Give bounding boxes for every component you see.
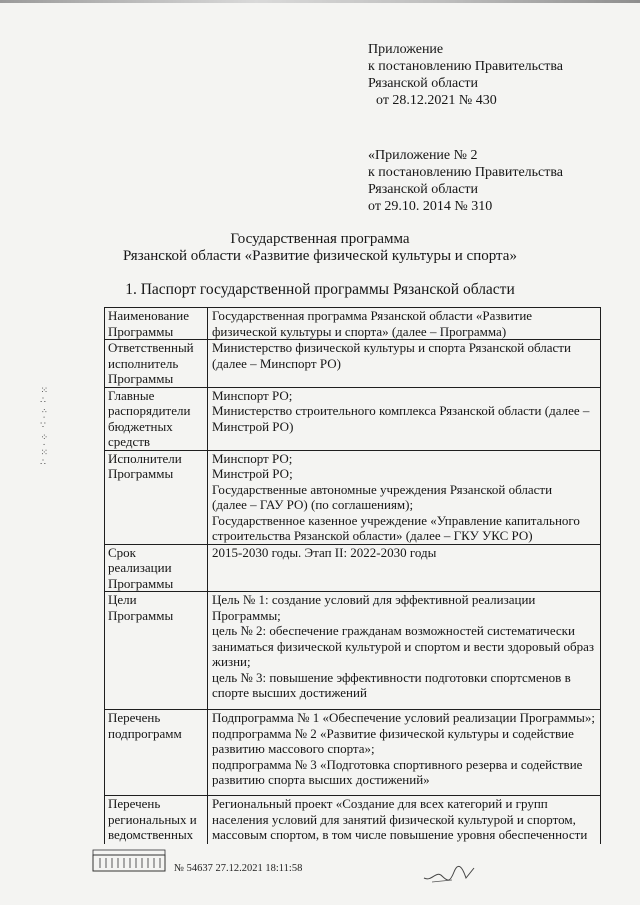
appendix-date-number: от 29.10. 2014 № 310 — [368, 199, 493, 214]
row-label-line: ведомственных — [108, 827, 194, 842]
row-value-line: массовым спортом, в том числе повышение уровня обеспеченности — [212, 827, 588, 842]
row-label-line: реализации — [108, 560, 172, 575]
row-value-line: (далее – ГАУ РО) (по соглашениям); — [212, 497, 414, 512]
scan-edge — [0, 0, 640, 3]
document-title-line2: Рязанской области «Развитие физической культуры и спорта» — [123, 248, 517, 264]
row-value-line: развитию спорта высших достижений» — [212, 772, 430, 787]
row-label-line: распорядители — [108, 403, 191, 418]
row-value-line: Минстрой РО; — [212, 466, 293, 481]
row-value-cell — [208, 308, 601, 340]
row-value-line: цель № 3: повышение эффективности подготовки спортсменов в — [212, 669, 571, 685]
row-label-line: Цели — [108, 592, 137, 607]
row-label-line: подпрограмм — [108, 725, 182, 741]
row-value-line: развитию массового спорта»; — [212, 741, 375, 756]
row-label-cell — [105, 592, 208, 710]
row-label-cell — [105, 796, 208, 844]
table-row — [105, 450, 601, 544]
row-value-cell — [208, 544, 601, 592]
table-row — [105, 544, 601, 592]
row-label-line: Программы — [108, 466, 174, 481]
appendix-line: к постановлению Правительства — [368, 165, 564, 180]
passport-table — [104, 307, 601, 844]
row-label-line: Главные — [108, 387, 155, 403]
appendix-header-original — [368, 147, 563, 215]
row-value-line: Минстрой РО) — [212, 418, 294, 434]
table-row — [105, 796, 601, 844]
row-label-line: Программы — [108, 323, 174, 339]
row-label-line: исполнитель — [108, 355, 179, 371]
signature-icon — [422, 862, 476, 886]
appendix-line: «Приложение № 2 — [368, 148, 478, 163]
row-value-line: Государственная программа Рязанской области «Развитие — [212, 308, 533, 323]
row-label-line: Перечень — [108, 710, 161, 725]
row-value-line: Программы; — [212, 607, 281, 623]
row-value-line: цель № 2: обеспечение гражданам возможностей систематически — [212, 623, 575, 638]
row-value-cell — [208, 450, 601, 544]
row-value-line: жизни; — [212, 654, 251, 669]
row-value-line: заниматься физической культурой и спортом и вести здоровый образ — [212, 638, 595, 654]
appendix-line: Приложение — [368, 42, 444, 57]
table-row — [105, 387, 601, 450]
row-value-line: подпрограмма № 2 «Развитие физической культуры и содействие — [212, 725, 574, 741]
row-label-line: Перечень — [108, 796, 161, 811]
row-value-cell — [208, 592, 601, 710]
row-value-line: Министерство строительного комплекса Рязанской области (далее – — [212, 403, 590, 418]
row-value-cell — [208, 340, 601, 388]
registration-stamp-icon — [92, 849, 166, 873]
appendix-date-number: от 28.12.2021 № 430 — [376, 93, 497, 108]
row-label-line: бюджетных — [108, 418, 173, 434]
table-row — [105, 710, 601, 796]
row-value-line: Министерство физической культуры и спорта Рязанской области — [212, 340, 571, 355]
row-value-line: Государственные автономные учреждения Рязанской области — [212, 481, 553, 497]
row-value-line: Региональный проект «Создание для всех категорий и групп — [212, 796, 548, 811]
row-value-line: Минспорт РО; — [212, 387, 293, 403]
section-title: 1. Паспорт государственной программы Рязанской области — [125, 281, 515, 298]
row-label-cell — [105, 544, 208, 592]
row-label-cell — [105, 387, 208, 450]
row-value-line: подпрограмма № 3 «Подготовка спортивного резерва и содействие — [212, 756, 583, 772]
row-value-cell — [208, 710, 601, 796]
row-label-line: Исполнители — [108, 450, 182, 466]
appendix-line: Рязанской области — [368, 76, 479, 91]
row-value-line: Подпрограмма № 1 «Обеспечение условий реализации Программы»; — [212, 710, 595, 725]
row-label-line: региональных и — [108, 811, 197, 827]
row-label-line: Срок — [108, 544, 136, 560]
table-row — [105, 308, 601, 340]
row-label-cell — [105, 710, 208, 796]
row-value-line: спорте высших достижений — [212, 685, 367, 700]
row-label-line: Программы — [108, 371, 174, 386]
row-label-line: Ответственный — [108, 340, 194, 355]
appendix-line: к постановлению Правительства — [368, 59, 564, 74]
table-row — [105, 340, 601, 388]
row-value-cell — [208, 387, 601, 450]
row-value-line: строительства Рязанской области» (далее – ГКУ УКС РО) — [212, 528, 533, 543]
row-value-cell — [208, 796, 601, 844]
table-row — [105, 592, 601, 710]
row-label-line: средств — [108, 434, 151, 449]
margin-handwritten-marks: ⁙ ∴ ⁖ · ∵ ⁘ · ⁙ ∴ — [39, 386, 49, 468]
row-value-line: Минспорт РО; — [212, 450, 293, 466]
row-label-line: Программы — [108, 575, 174, 591]
row-value-line: Государственное казенное учреждение «Управление капитального — [212, 512, 580, 528]
appendix-line: Рязанской области — [368, 182, 479, 197]
appendix-header-current — [368, 41, 563, 109]
row-value-line: физической культуры и спорта» (далее – Программа) — [212, 323, 507, 339]
row-value-line: 2015-2030 годы. Этап II: 2022-2030 годы — [212, 544, 437, 560]
row-value-line: населения условий для занятий физической культурой и спортом, — [212, 811, 576, 827]
row-label-cell — [105, 308, 208, 340]
row-label-line: Программы — [108, 607, 174, 623]
registration-number: № 54637 27.12.2021 18:11:58 — [174, 863, 303, 874]
document-title-line1: Государственная программа — [230, 231, 410, 247]
row-label-line: Наименование — [108, 308, 189, 323]
row-label-cell — [105, 450, 208, 544]
row-label-cell — [105, 340, 208, 388]
row-value-line: Цель № 1: создание условий для эффективной реализации — [212, 592, 536, 607]
row-value-line: (далее – Минспорт РО) — [212, 355, 341, 371]
